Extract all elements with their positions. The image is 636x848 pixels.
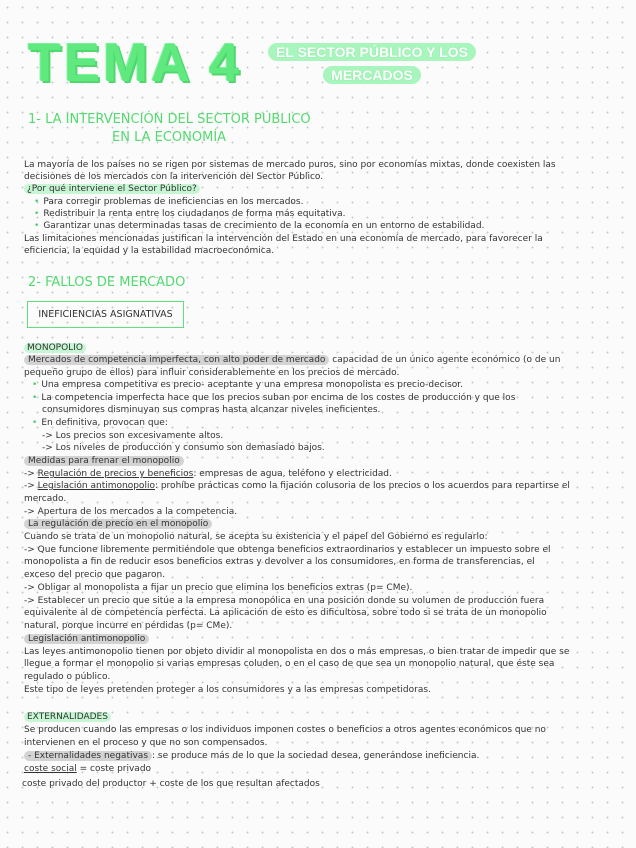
bullet-icon: • <box>32 393 38 403</box>
bullet-icon: • <box>32 380 38 390</box>
bullet-icon: • <box>34 209 40 219</box>
externalidad-item <box>24 750 604 762</box>
section-2-heading: 2- FALLOS DE MERCADO <box>28 275 186 290</box>
section-1-heading-line-1: 1- LA INTERVENCIÓN DEL SECTOR PÚBLICO <box>28 112 311 127</box>
bullet-item <box>32 379 612 391</box>
medida-continuation: mercado. <box>24 494 67 504</box>
formula-line <box>24 763 604 775</box>
coste-social-term: coste social <box>24 764 77 774</box>
paragraph-line: -> Establecer un precio que sitúe a la empresa monopólica en una posición donde su volumen de producción fuera <box>24 596 545 606</box>
paragraph-line: -> Que funcione libremente permitiéndole que obtenga beneficios extraordinarios y establecer un impuesto sobre el <box>24 545 551 555</box>
paragraph-line: Cuando se trata de un monopolio natural, se acepta su existencia y el papel del Gobierno es regularlo: <box>24 532 488 542</box>
externalidades-negativas-highlight: - Externalidades negativas <box>24 751 152 761</box>
paragraph-line: natural, porque incurre en pérdidas (p= CMe). <box>24 621 233 631</box>
ineficiencias-box: INEFICIENCIAS ASIGNATIVAS <box>27 301 184 328</box>
bullet-text: La competencia imperfecta hace que los precios suban por encima de los costes de producción y que los <box>41 393 516 403</box>
paragraph-line: monopolista a fin de reducir esos beneficios extras y devolver a los consumidores, en forma de transferencias, el <box>24 557 535 567</box>
paragraph-line: Las limitaciones mencionadas justifican la intervención del Estado en una economía de mercado, para favorecer la <box>24 234 543 244</box>
definition-line <box>24 354 604 366</box>
definition-highlight: Mercados de competencia imperfecta, con alto poder de mercado <box>24 355 329 365</box>
arrow-prefix: -> <box>24 469 38 479</box>
paragraph-line: -> Obligar al monopolista a fijar un precio que elimina los beneficios extras (p= CMe). <box>24 583 413 593</box>
paragraph-line: regulado o público. <box>24 672 111 682</box>
definition-text: capacidad de un único agente económico (o de un <box>329 355 561 365</box>
medida-item <box>24 468 604 480</box>
legislacion-heading <box>24 633 604 645</box>
monopolio-heading <box>24 342 604 354</box>
regulacion-highlight: La regulación de precio en el monopolio <box>24 519 212 529</box>
paragraph-line: exceso del precio que pagaron. <box>24 570 166 580</box>
medida-item: -> Apertura de los mercados a la competencia. <box>24 507 238 517</box>
arrow-prefix: -> <box>24 481 38 491</box>
bullet-item <box>34 220 614 232</box>
bullet-text: En definitiva, provocan que: <box>41 418 168 428</box>
question-line <box>24 183 604 195</box>
bullet-text: Para corregir problemas de ineficiencias en los mercados. <box>43 197 304 207</box>
page-subtitle <box>262 41 482 87</box>
formula-text: = coste privado <box>76 764 152 774</box>
formula-line: coste privado del productor + coste de los que resultan afectados <box>22 779 320 789</box>
legislacion-highlight: Legislación antimonopolio <box>24 634 149 644</box>
bullet-text: Garantizar unas determinadas tasas de crecimiento de la economía en un entorno de estabilidad. <box>43 221 485 231</box>
medida-item <box>24 480 604 492</box>
externalidad-text: : se produce más de lo que la sociedad desea, generándose ineficiencia. <box>152 751 480 761</box>
subtitle-line-1: EL SECTOR PÚBLICO Y LOS <box>268 43 476 61</box>
question-highlight: ¿Por qué interviene el Sector Público? <box>24 184 200 194</box>
paragraph-line: La mayoría de los países no se rigen por sistemas de mercado puros, sino por economías mixtas, donde coexisten las <box>24 160 556 170</box>
bullet-text: Una empresa competitiva es precio- aceptante y una empresa monopolista es precio-decisor. <box>41 380 464 390</box>
bullet-item <box>32 417 612 429</box>
sub-item: -> Los precios son excesivamente altos. <box>42 431 224 441</box>
bullet-item <box>34 208 614 220</box>
bullet-item <box>34 196 614 208</box>
bullet-icon: • <box>34 197 40 207</box>
paragraph-line: eficiencia, la equidad y la estabilidad macroeconómica. <box>24 246 275 256</box>
paragraph-line: Las leyes antimonopolio tienen por objeto dividir al monopolista en dos o más empresas, o bien tratar de impedir que se <box>24 647 570 657</box>
monopolio-highlight: MONOPOLIO <box>24 343 86 353</box>
section-1-heading-line-2: EN LA ECONOMÍA <box>112 129 227 145</box>
definition-line: pequeño grupo de ellos) para influir considerablemente en los precios de mercado. <box>24 368 400 378</box>
sub-item: -> Los niveles de producción y consumo son demasiado bajos. <box>42 443 325 453</box>
section-1-heading <box>28 111 311 146</box>
bullet-icon: • <box>32 418 38 428</box>
medida-text: : prohíbe prácticas como la fijación colusoria de los precios o los acuerdos para repartirse el <box>154 481 570 491</box>
bullet-icon: • <box>34 221 40 231</box>
paragraph-line: Este tipo de leyes pretenden proteger a los consumidores y a las empresas competidoras. <box>24 685 431 695</box>
bullet-continuation: consumidores disminuyan sus compras hasta alcanzar niveles ineficientes. <box>42 405 381 415</box>
subtitle-line-2: MERCADOS <box>323 66 421 84</box>
externalidades-heading <box>24 711 604 723</box>
paragraph-line: decisiones de los mercados con la intervención del Sector Público. <box>24 172 324 182</box>
medida-text: : empresas de agua, teléfono y electricidad. <box>193 469 392 479</box>
underlined-term: Legislación antimonopolio <box>37 481 155 491</box>
paragraph-line: Se producen cuando las empresas o los individuos imponen costes o beneficios a otros agentes económicos que no <box>24 725 546 735</box>
bullet-item <box>32 392 612 404</box>
bullet-text: Redistribuir la renta entre los ciudadanos de forma más equitativa. <box>43 209 346 219</box>
regulacion-heading <box>24 518 604 530</box>
medidas-highlight: Medidas para frenar el monopolio <box>24 456 184 466</box>
underlined-term: Regulación de precios y beneficios <box>37 469 194 479</box>
paragraph-line: intervienen en el proceso y que no son compensados. <box>24 738 268 748</box>
externalidades-highlight: EXTERNALIDADES <box>24 712 111 722</box>
paragraph-line: llegue a formar el monopolio si varias empresas coluden, o en el caso de que sea un monopolio natural, que éste sea <box>24 659 555 669</box>
medidas-heading <box>24 455 604 467</box>
page-title: TEMA 4 <box>28 33 243 93</box>
paragraph-line: equivalente al de competencia perfecta. La aplicación de esto es dificultosa, sobre todo si se trata de un monopolio <box>24 608 547 618</box>
